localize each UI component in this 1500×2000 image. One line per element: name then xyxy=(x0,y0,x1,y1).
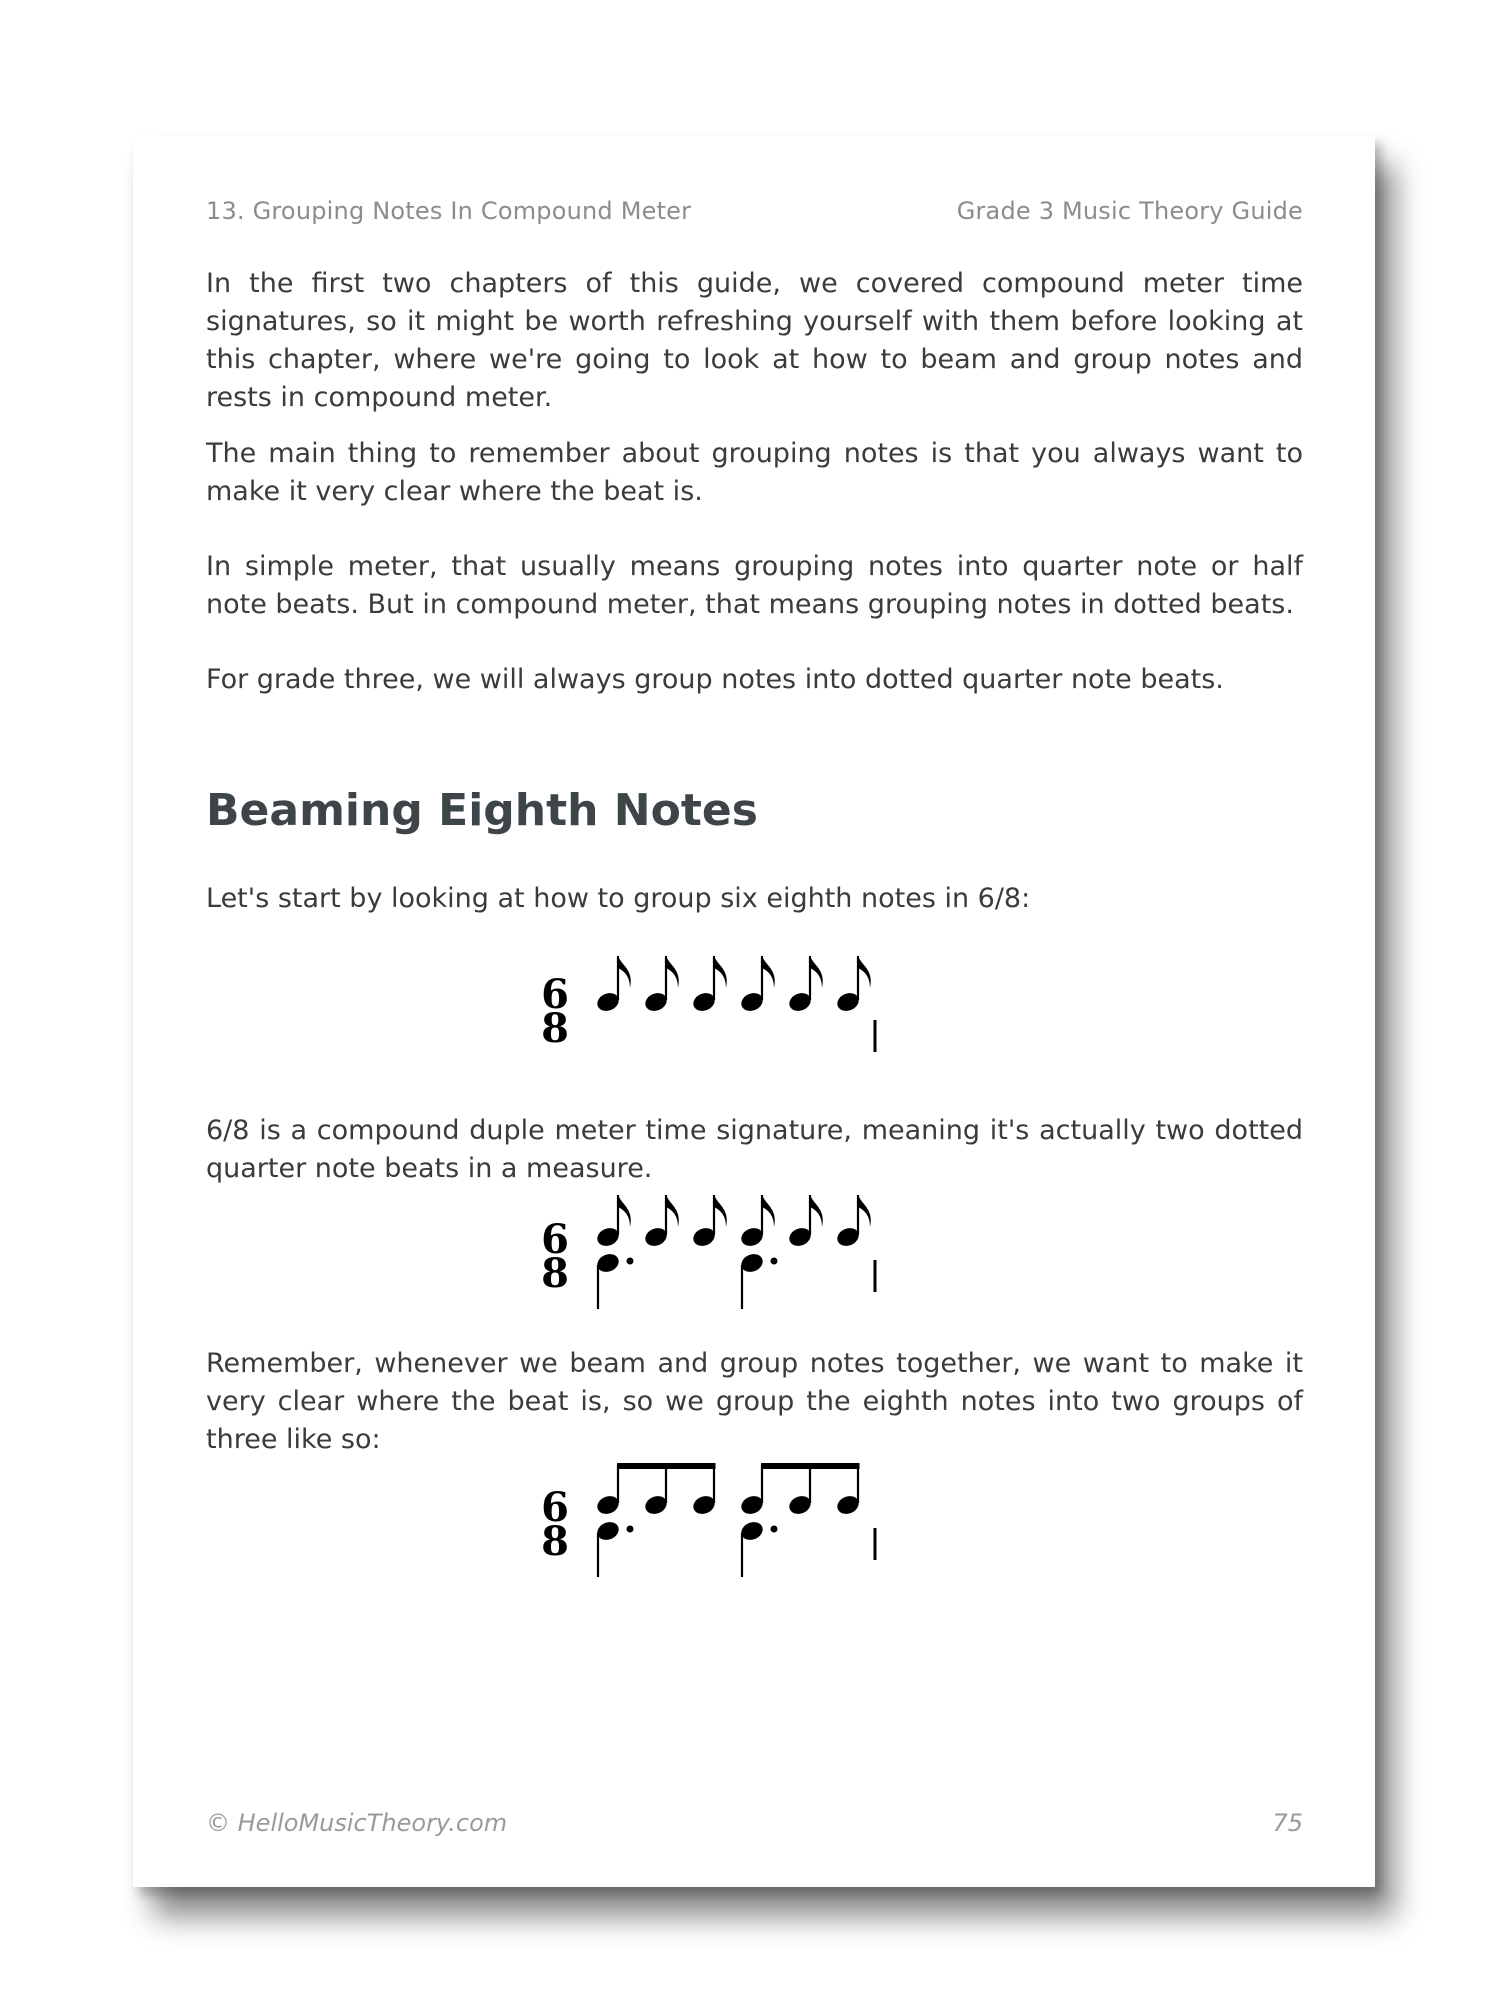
paragraph-compound-duple: 6/8 is a compound duple meter time signature, meaning it's actually two dotted quarter note beats in a measure. xyxy=(206,1115,1303,1184)
augmentation-dot xyxy=(771,1258,778,1265)
music-example-flagged-eighths xyxy=(133,950,1375,1100)
running-header-book: Grade 3 Music Theory Guide xyxy=(956,197,1303,225)
note-flag xyxy=(618,1195,631,1227)
note-flag xyxy=(666,956,679,988)
footer-copyright: © HelloMusicTheory.com xyxy=(206,1809,508,1837)
time-signature-top: 6 xyxy=(541,1216,569,1263)
running-header-chapter: 13. Grouping Notes In Compound Meter xyxy=(206,197,692,225)
note-flag xyxy=(762,956,775,988)
note-flag xyxy=(858,956,871,988)
note-flag xyxy=(618,956,631,988)
footer-page-number: 75 xyxy=(1272,1809,1303,1837)
time-signature-bottom: 8 xyxy=(541,1518,569,1565)
time-signature-bottom: 8 xyxy=(541,1005,569,1052)
paragraph-simple-meter: In simple meter, that usually means grouping notes into quarter note or half note beats. But in compound meter, that means grouping notes in dotted beats. xyxy=(206,551,1303,620)
paragraph-lets-start: Let's start by looking at how to group six eighth notes in 6/8: xyxy=(206,883,1031,914)
note-flag xyxy=(858,1195,871,1227)
time-signature-bottom: 8 xyxy=(541,1250,569,1297)
section-heading: Beaming Eighth Notes xyxy=(206,785,758,836)
paragraph-grade-three: For grade three, we will always group notes into dotted quarter note beats. xyxy=(206,664,1224,695)
beam-group-2 xyxy=(761,1463,860,1469)
note-flag xyxy=(714,1195,727,1227)
paragraph-main-thing: The main thing to remember about grouping notes is that you always want to make it very clear where the beat is. xyxy=(206,438,1303,507)
augmentation-dot xyxy=(627,1258,634,1265)
time-signature-top: 6 xyxy=(541,1484,569,1531)
music-example-dotted-beats xyxy=(133,1195,1375,1345)
note-flag xyxy=(666,1195,679,1227)
paragraph-remember: Remember, whenever we beam and group notes together, we want to make it very clear where the beat is, so we group the eighth notes into two groups of three like so: xyxy=(206,1348,1303,1455)
note-flag xyxy=(762,1195,775,1227)
note-flag xyxy=(714,956,727,988)
note-flag xyxy=(810,956,823,988)
time-signature-top: 6 xyxy=(541,971,569,1018)
augmentation-dot xyxy=(771,1526,778,1533)
augmentation-dot xyxy=(627,1526,634,1533)
paragraph-intro: In the first two chapters of this guide, we covered compound meter time signatures, so it might be worth refreshing yourself with them before looking at this chapter, where we're going to look at how to beam and group notes and rests in compound meter. xyxy=(206,268,1303,413)
music-example-beamed-groups xyxy=(133,1463,1375,1613)
beam-group-1 xyxy=(617,1463,716,1469)
note-flag xyxy=(810,1195,823,1227)
document-page xyxy=(133,135,1375,1887)
